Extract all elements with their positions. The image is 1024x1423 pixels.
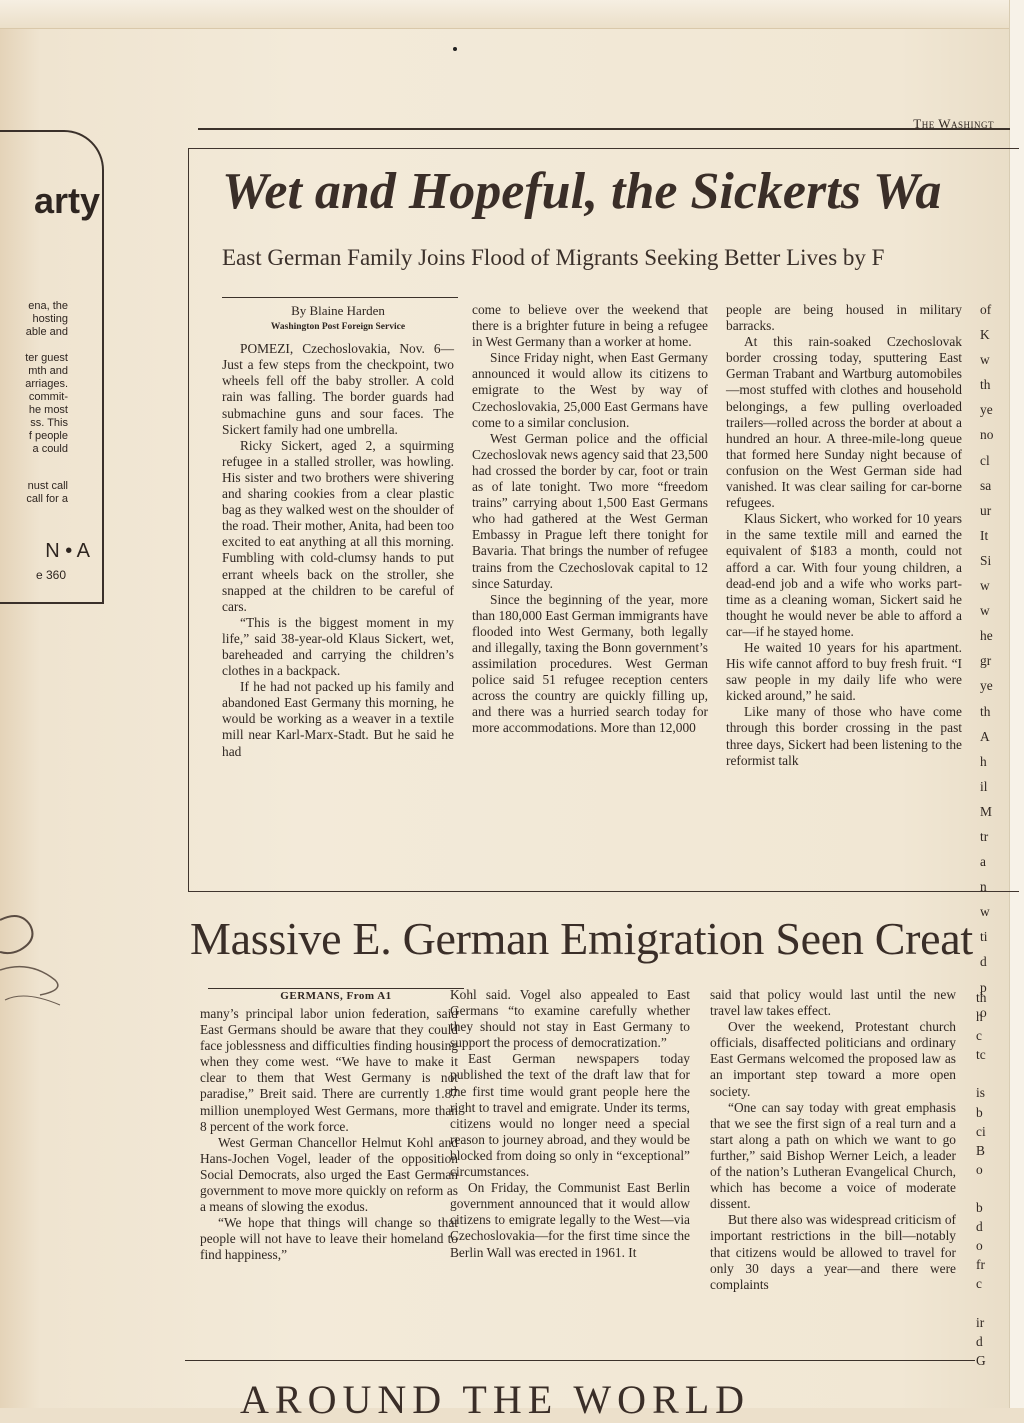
left-ad-line: commit- — [28, 391, 68, 403]
left-ad-line: hosting — [32, 313, 68, 325]
paragraph: Klaus Sickert, who worked for 10 years in the same textile mill and earned the equivalent of $183 a month, could not afford a car. With four young children, a dead-end job and a wife who works part-time as a cleaning woman, Sickert said he thought he would never be able to afford a car—if he stayed home. — [726, 511, 962, 639]
cut-fragment: ur — [980, 502, 992, 518]
cut-fragment: h — [976, 1009, 983, 1025]
left-ad-line: able and — [25, 326, 68, 338]
cut-fragment: ti — [980, 929, 988, 945]
cut-fragment: th — [980, 703, 991, 719]
cut-fragment: d — [976, 1219, 983, 1235]
cut-fragment: B — [976, 1142, 985, 1158]
paragraph: many’s principal labor union federation, said East Germans should be aware that they could face joblessness and difficulties finding housing when they come west. “We have to make it clear to them that West Germany is not paradise,” Breit said. There are currently 1.87 million unemployed West Germans, more than 8 percent of the work force. — [200, 1006, 458, 1134]
cut-fragment: d — [976, 1333, 983, 1349]
cut-fragment: no — [980, 427, 994, 443]
jump-rule — [208, 988, 464, 989]
cut-fragment: o — [980, 1004, 987, 1020]
paragraph: come to believe over the weekend that there is a brighter future in being a refugee in West Germany than a worker at home. — [472, 302, 708, 350]
paragraph: On Friday, the Communist East Berlin government announced that it would allow citizens to emigrate legally to the West—via Czechoslovakia—for the first time since the Berlin Wall was erected in 1961. It — [450, 1180, 690, 1260]
cut-fragment: w — [980, 352, 990, 368]
cut-fragment: ir — [976, 1314, 985, 1330]
jump-label: GERMANS, From A1 — [280, 990, 392, 1002]
byline-credit: Washington Post Foreign Service — [270, 322, 406, 333]
cut-fragment: cl — [980, 452, 990, 468]
cut-fragment: M — [980, 803, 992, 819]
cut-fragment: G — [976, 1352, 986, 1368]
paragraph: Ricky Sickert, aged 2, a squirming refugee in a stalled stroller, was howling. His sister and two brothers were shivering and sharing cookies from a clear plastic bag as they walked west on the shoulder of the road. Their mother, Anita, had been too excited to eat anything at all this morning. Fumbling with cold-clumsy hands to put errant wheels back on the stroller, she snapped at the children to be careful of cars. — [222, 437, 454, 614]
cut-fragment — [976, 1181, 1000, 1197]
cut-fragment: c — [976, 1028, 982, 1044]
byline: By Blaine Harden — [291, 303, 385, 318]
article2-column-1 — [200, 1006, 458, 1346]
paragraph: said that policy would last until the new travel law takes effect. — [710, 987, 956, 1019]
paragraph: “One can say today with great emphasis that we see the first sign of a real turn and a start along a path on which we want to go further,” said Bishop Werner Leich, a leader of the nation’s Lutheran Evangelical Church, which has become a voice of moderate dissent. — [710, 1099, 956, 1212]
left-ad-line: ena, the — [28, 300, 68, 312]
paragraph: Since the beginning of the year, more than 180,000 East German immigrants have flooded into West Germany, both legally and illegally, taxing the Bonn government’s assimilation procedures. West German police said 51 refugee reception centers across the country are quickly filling up, and there was a hurried search today for more accommodations. More than 12,000 — [472, 591, 708, 736]
paragraph: Like many of those who have come through this border crossing in the past three days, Sickert had been listening to the reformist talk — [726, 704, 962, 768]
cut-fragment: K — [980, 327, 990, 343]
section-rule — [185, 1360, 975, 1361]
cut-fragment: tc — [976, 1047, 986, 1063]
cut-fragment: th — [980, 377, 991, 393]
cut-fragment: w — [980, 904, 990, 920]
cut-fragment: h — [980, 753, 987, 769]
cut-fragment: gr — [980, 653, 992, 669]
paragraph: East German newspapers today published the text of the draft law that for the first time would grant people here the right to travel and emigrate. Under its terms, citizens would no longer need a special reason to journey abroad, and they would be blocked from doing so only in “exceptional” circumstances. — [450, 1051, 690, 1180]
cut-fragment: A — [980, 728, 990, 744]
cut-fragment — [976, 1296, 1000, 1312]
left-ad-line: mth and — [28, 365, 68, 377]
left-ad-word: arty — [33, 180, 100, 221]
cut-fragment: fr — [976, 1257, 985, 1273]
cut-fragment: w — [980, 603, 990, 619]
cut-fragment — [976, 1066, 1000, 1082]
left-ad-line: ss. This — [30, 417, 68, 429]
article2-column-3 — [710, 987, 956, 1347]
paragraph: If he had not packed up his family and abandoned East Germany this morning, he would be working as a weaver in a textile mill near Karl-Marx-Stadt. But he said he had — [222, 679, 454, 759]
article-subhead: East German Family Joins Flood of Migrants Seeking Better Lives by F — [222, 245, 885, 270]
cut-fragment: d — [980, 954, 987, 970]
left-sketch-illustration — [0, 900, 70, 1040]
cut-fragment: It — [980, 527, 989, 543]
paragraph: But there also was widespread criticism of important restrictions in the bill—notably that citizens would be allowed to travel for only 30 days a year—and there were complaints — [710, 1212, 956, 1292]
paragraph: people are being housed in military barracks. — [726, 302, 962, 334]
cut-fragment: p — [980, 979, 987, 995]
left-ad-phone: e 360 — [35, 568, 66, 582]
cut-fragment: c — [976, 1276, 982, 1292]
article-headline: Wet and Hopeful, the Sickerts Wa — [222, 163, 942, 220]
cut-fragment: a — [980, 854, 986, 870]
left-ad-text-2 — [0, 480, 68, 506]
ink-speck — [453, 47, 457, 51]
left-ad-line: call for a — [26, 493, 68, 505]
byline-rule — [222, 297, 458, 298]
cut-fragment: tr — [980, 828, 989, 844]
paragraph: “We hope that things will change so that people will not have to leave their homeland to find happiness,” — [200, 1215, 458, 1263]
article2-headline: Massive E. German Emigration Seen Creat — [190, 913, 973, 964]
left-ad-line: he most — [28, 404, 68, 416]
left-ad-line: f people — [28, 430, 68, 442]
left-ad-line: nust call — [27, 480, 68, 492]
left-ad-logo: N • A — [45, 540, 90, 562]
article-column-1 — [222, 303, 454, 883]
cut-fragment: b — [976, 1104, 983, 1120]
left-ad-line — [0, 339, 68, 352]
section-banner: AROUND THE WORLD — [240, 1377, 751, 1422]
paragraph: Since Friday night, when East Germany announced it would allow its citizens to emigrate to the West by way of Czechoslovakia, 25,000 East Germans have come to a similar conclusion. — [472, 350, 708, 430]
article2-column-2 — [450, 987, 690, 1347]
article2-column-4-cut — [976, 990, 1000, 1368]
left-ad-line: ter guest — [25, 352, 68, 364]
article-column-2 — [472, 302, 708, 887]
left-ad-line: arriages. — [25, 378, 68, 390]
paragraph: West German police and the official Czechoslovak news agency said that 23,500 had crossed the border by car, foot or train as of late tonight. Two more “freedom trains” carrying about 1,500 East Germans who had gathered at the West German Embassy in Prague left there tonight for Bavaria. That brings the number of refugee trains from the Czechoslovak capital to 12 since Saturday. — [472, 430, 708, 591]
cut-fragment: o — [976, 1161, 983, 1177]
masthead: The Washingt — [913, 116, 994, 131]
article-column-4-cut — [980, 302, 1004, 1020]
cut-fragment: n — [980, 879, 987, 895]
paragraph: He waited 10 years for his apartment. His wife cannot afford to buy fresh fruit. “I saw people in my daily life who were kicked around,” he said. — [726, 639, 962, 704]
left-ad-text — [0, 300, 68, 456]
cut-fragment: Si — [980, 552, 992, 568]
cut-fragment: th — [976, 990, 987, 1005]
paragraph: POMEZI, Czechoslovakia, Nov. 6—Just a few steps from the checkpoint, two wheels fell off the baby stroller. A cold rain was falling. The border guards had submachine guns and sour faces. The Sickert family had one umbrella. — [222, 341, 454, 437]
page-fold — [0, 0, 1024, 29]
cut-fragment: ye — [980, 678, 993, 694]
cut-fragment: is — [976, 1085, 985, 1101]
paragraph: At this rain-soaked Czechoslovak border crossing today, sputtering East German Trabant and Wartburg automobiles—most stuffed with clothes and household belongings, a few pulling overloaded trailers—rolled across the border at about a hundred an hour. A three-mile-long queue that formed here Sunday night because of confusion on the West German side had vanished. It was clear sailing for car-borne refugees. — [726, 334, 962, 511]
left-ad-line: a could — [32, 443, 68, 455]
cut-fragment: ye — [980, 402, 993, 418]
cut-fragment: of — [980, 302, 992, 317]
paragraph: Kohl said. Vogel also appealed to East Germans “to examine carefully whether they should not stay in East Germany to support the process of democratization.” — [450, 987, 690, 1051]
paragraph: “This is the biggest moment in my life,” said 38-year-old Klaus Sickert, wet, bareheaded and carrying the children’s clothes in a backpack. — [222, 614, 454, 679]
cut-fragment: b — [976, 1200, 983, 1216]
cut-fragment: il — [980, 778, 988, 794]
paragraph: West German Chancellor Helmut Kohl and Hans-Jochen Vogel, leader of the opposition Social Democrats, also urged the East German government to move more quickly on reform as a means of slowing the exodus. — [200, 1134, 458, 1215]
paragraph: Over the weekend, Protestant church officials, disaffected politicians and ordinary East Germans welcomed the proposed law as an important step toward a more open society. — [710, 1019, 956, 1099]
cut-fragment: o — [976, 1238, 983, 1254]
cut-fragment: w — [980, 578, 990, 594]
masthead-rule — [198, 128, 1010, 130]
article-column-3 — [726, 302, 962, 887]
cut-fragment: sa — [980, 477, 992, 493]
cut-fragment: ci — [976, 1123, 986, 1139]
cut-fragment: he — [980, 628, 993, 644]
